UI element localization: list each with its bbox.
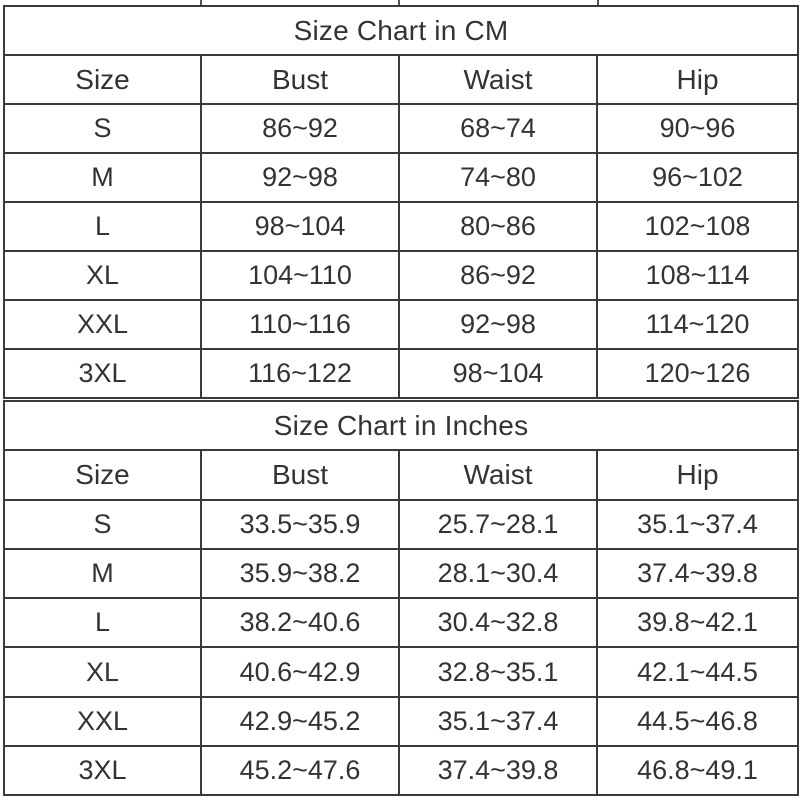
size-cell: S — [4, 104, 201, 153]
cm-table-title: Size Chart in CM — [4, 6, 798, 55]
hip-cell: 114~120 — [597, 300, 798, 349]
bust-cell: 38.2~40.6 — [201, 598, 399, 647]
column-header-size: Size — [4, 450, 201, 499]
hip-cell: 42.1~44.5 — [597, 647, 798, 696]
waist-cell: 86~92 — [399, 251, 597, 300]
table-row — [4, 251, 798, 300]
bust-cell: 104~110 — [201, 251, 399, 300]
bust-cell: 86~92 — [201, 104, 399, 153]
waist-cell: 98~104 — [399, 349, 597, 398]
column-header-waist: Waist — [399, 55, 597, 104]
column-header-bust: Bust — [201, 450, 399, 499]
size-cell: 3XL — [4, 349, 201, 398]
table-title-row — [4, 6, 798, 55]
table-header-row — [4, 55, 798, 104]
bust-cell: 40.6~42.9 — [201, 647, 399, 696]
size-chart-cm-table — [3, 5, 799, 399]
table-row — [4, 153, 798, 202]
bust-cell: 42.9~45.2 — [201, 697, 399, 746]
waist-cell: 28.1~30.4 — [399, 549, 597, 598]
table-row — [4, 202, 798, 251]
hip-cell: 102~108 — [597, 202, 798, 251]
table-row — [4, 104, 798, 153]
waist-cell: 80~86 — [399, 202, 597, 251]
waist-cell: 32.8~35.1 — [399, 647, 597, 696]
table-row — [4, 349, 798, 398]
table-row — [4, 300, 798, 349]
size-chart-inches-table — [3, 400, 799, 796]
bust-cell: 110~116 — [201, 300, 399, 349]
table-row — [4, 598, 798, 647]
column-header-hip: Hip — [597, 450, 798, 499]
bust-cell: 35.9~38.2 — [201, 549, 399, 598]
table-row — [4, 746, 798, 795]
size-cell: M — [4, 153, 201, 202]
size-cell: S — [4, 500, 201, 549]
hip-cell: 96~102 — [597, 153, 798, 202]
hip-cell: 44.5~46.8 — [597, 697, 798, 746]
size-cell: M — [4, 549, 201, 598]
size-cell: XXL — [4, 697, 201, 746]
waist-cell: 37.4~39.8 — [399, 746, 597, 795]
hip-cell: 90~96 — [597, 104, 798, 153]
waist-cell: 68~74 — [399, 104, 597, 153]
size-cell: XXL — [4, 300, 201, 349]
size-cell: L — [4, 202, 201, 251]
hip-cell: 108~114 — [597, 251, 798, 300]
column-header-hip: Hip — [597, 55, 798, 104]
waist-cell: 74~80 — [399, 153, 597, 202]
table-row — [4, 647, 798, 696]
size-cell: XL — [4, 251, 201, 300]
waist-cell: 30.4~32.8 — [399, 598, 597, 647]
hip-cell: 120~126 — [597, 349, 798, 398]
hip-cell: 46.8~49.1 — [597, 746, 798, 795]
table-row — [4, 549, 798, 598]
waist-cell: 25.7~28.1 — [399, 500, 597, 549]
size-cell: XL — [4, 647, 201, 696]
column-header-bust: Bust — [201, 55, 399, 104]
table-row — [4, 697, 798, 746]
table-header-row — [4, 450, 798, 499]
column-header-waist: Waist — [399, 450, 597, 499]
bust-cell: 45.2~47.6 — [201, 746, 399, 795]
waist-cell: 35.1~37.4 — [399, 697, 597, 746]
bust-cell: 33.5~35.9 — [201, 500, 399, 549]
hip-cell: 35.1~37.4 — [597, 500, 798, 549]
bust-cell: 92~98 — [201, 153, 399, 202]
hip-cell: 37.4~39.8 — [597, 549, 798, 598]
bust-cell: 98~104 — [201, 202, 399, 251]
size-cell: 3XL — [4, 746, 201, 795]
size-cell: L — [4, 598, 201, 647]
hip-cell: 39.8~42.1 — [597, 598, 798, 647]
table-title-row — [4, 401, 798, 450]
column-header-size: Size — [4, 55, 201, 104]
waist-cell: 92~98 — [399, 300, 597, 349]
bust-cell: 116~122 — [201, 349, 399, 398]
inches-table-title: Size Chart in Inches — [4, 401, 798, 450]
table-row — [4, 500, 798, 549]
